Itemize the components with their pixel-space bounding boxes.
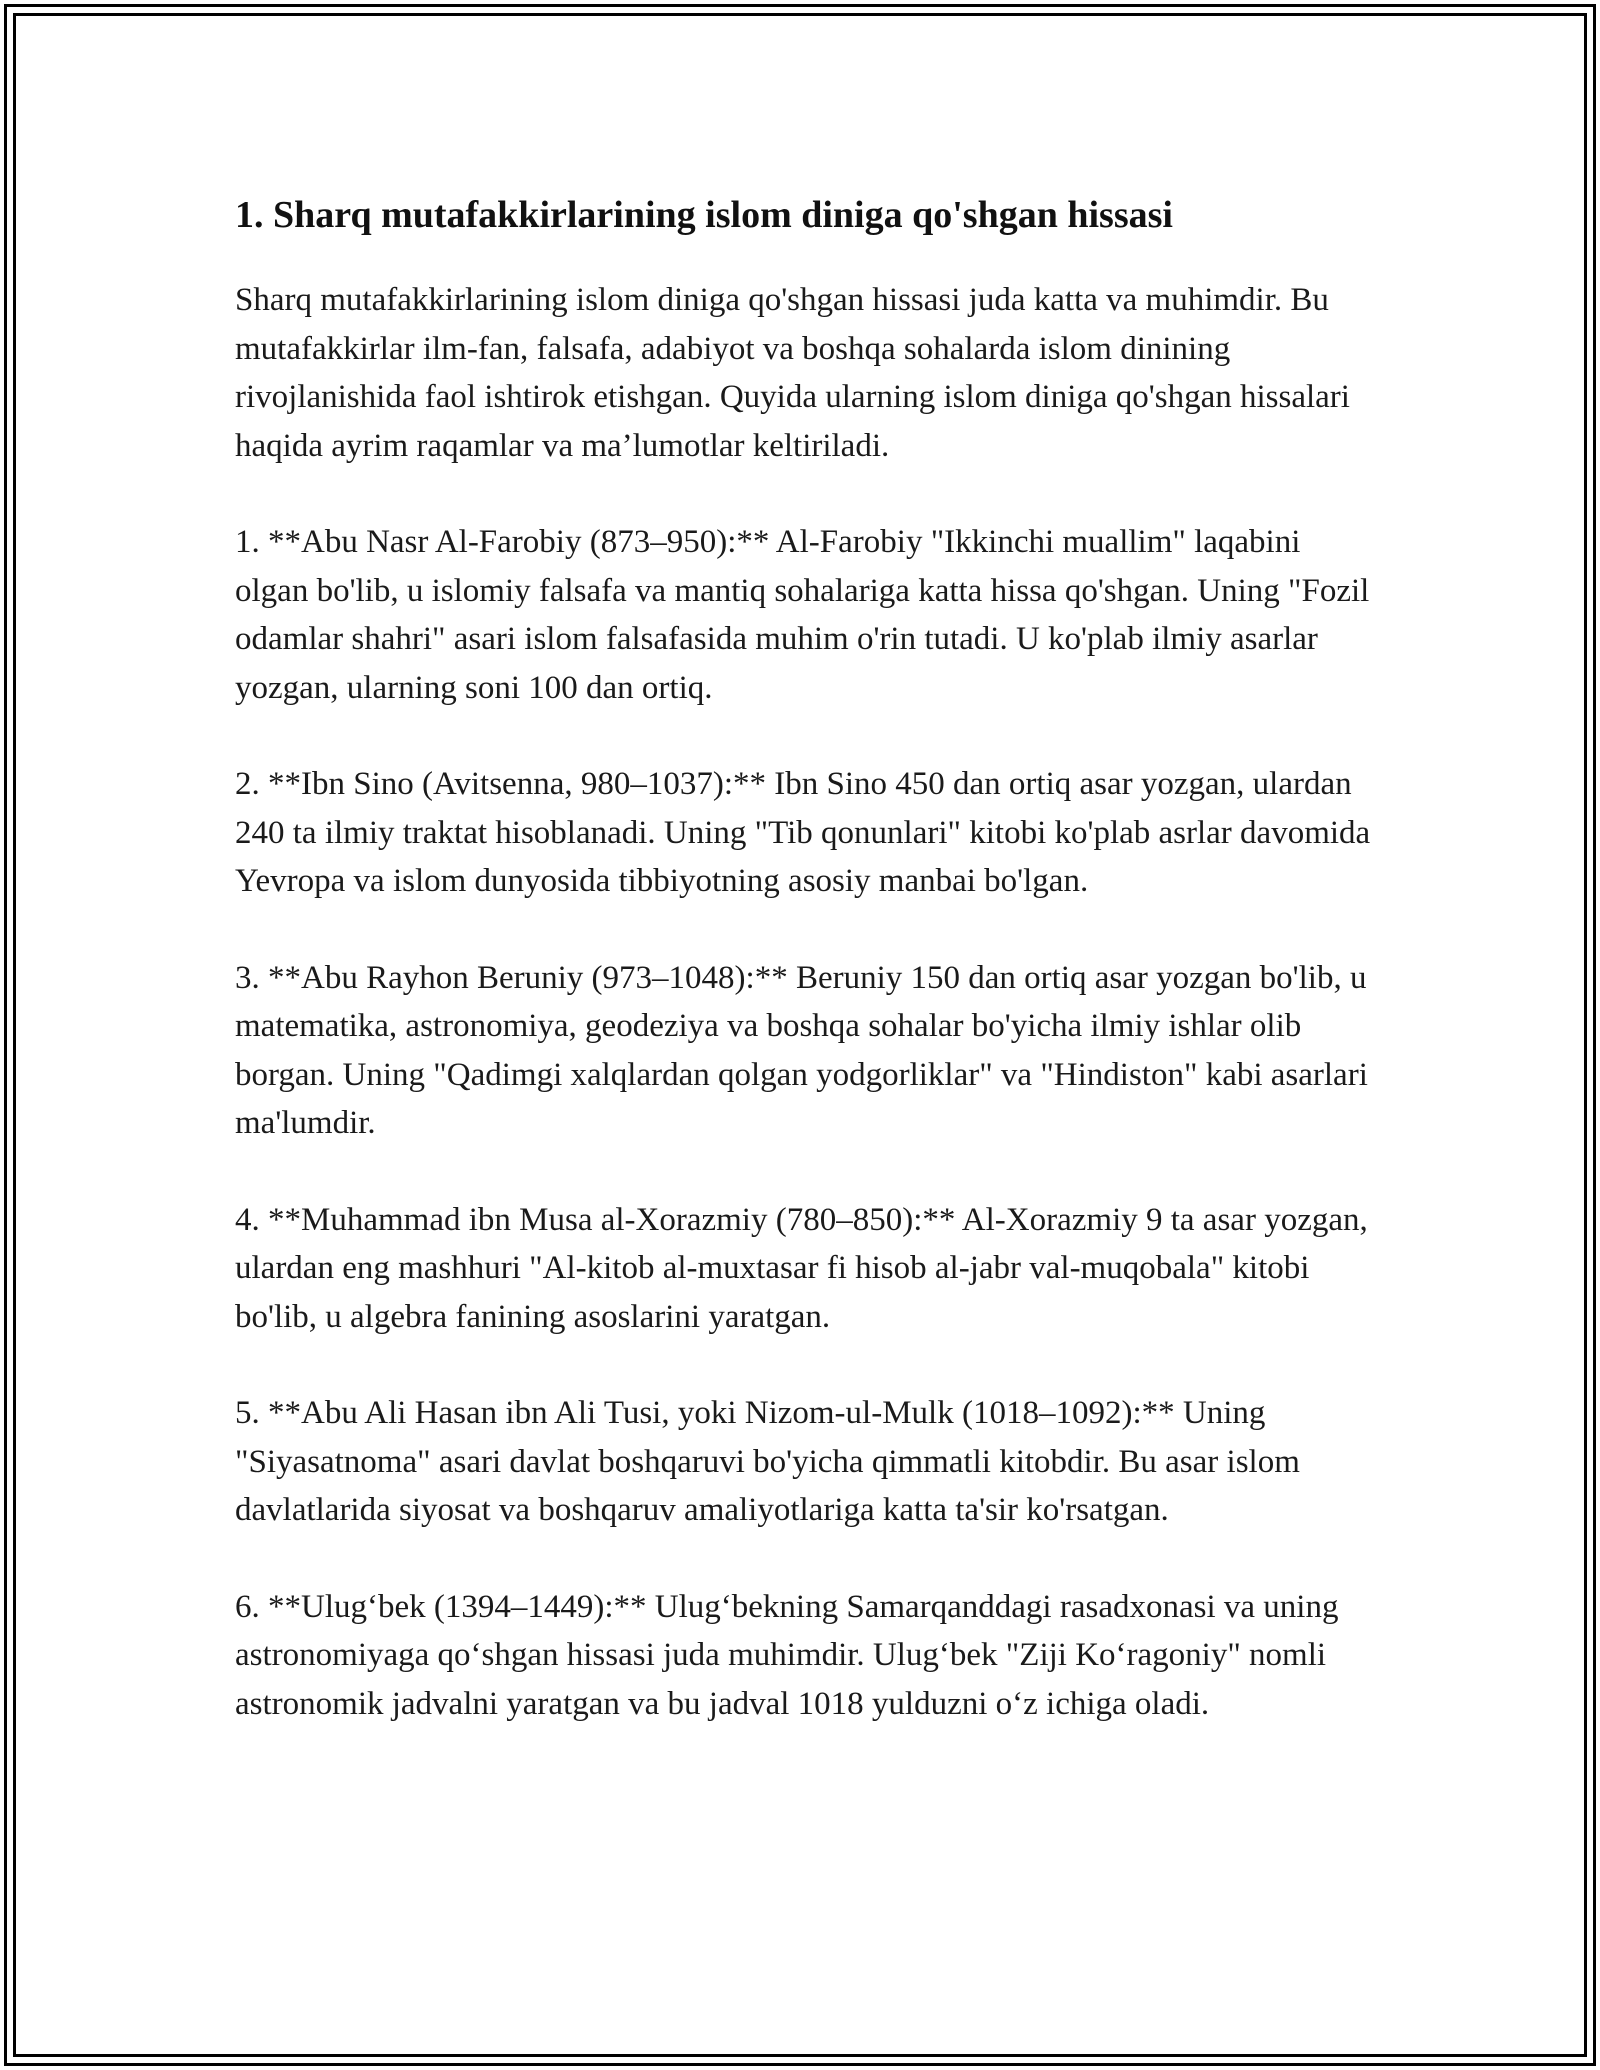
document-title: 1. Sharq mutafakkirlarining islom diniga qo'shgan hissasi [235,194,1173,236]
paragraph-nizom-ul-mulk: 5. **Abu Ali Hasan ibn Ali Tusi, yoki Nizom-ul-Mulk (1018–1092):** Uning "Siyasatnoma" asari davlat boshqaruvi bo'yicha qimmatli kitobdir. Bu asar islom davlatlarida siyosat va boshqaruv amaliyotlariga katta ta'sir ko'rsatgan. [235,1395,1300,1528]
paragraph-beruniy: 3. **Abu Rayhon Beruniy (973–1048):** Beruniy 150 dan ortiq asar yozgan bo'lib, u matematika, astronomiya, geodeziya va boshqa sohalar bo'yicha ilmiy ishlar olib borgan. Uning "Qadimgi xalqlardan qolgan yodgorliklar" va "Hindiston" kabi asarlari ma'lumdir. [235,959,1368,1141]
document-body [235,188,1375,1776]
paragraph-ulugbek: 6. **Ulug‘bek (1394–1449):** Ulug‘bekning Samarqanddagi rasadxonasi va uning astronomiyaga qo‘shgan hissasi juda muhimdir. Ulug‘bek "Ziji Ko‘ragoniy" nomli astronomik jadvalni yaratgan va bu jadval 1018 yulduzni o‘z ichiga oladi. [235,1588,1339,1722]
paragraph-farobiy: 1. **Abu Nasr Al-Farobiy (873–950):** Al-Farobiy "Ikkinchi muallim" laqabini olgan bo'lib, u islomiy falsafa va mantiq sohalariga katta hissa qo'shgan. Uning "Fozil odamlar shahri" asari islom falsafasida muhim o'rin tutadi. U ko'plab ilmiy asarlar yozgan, ularning soni 100 dan ortiq. [235,524,1370,706]
paragraph-ibn-sino: 2. **Ibn Sino (Avitsenna, 980–1037):** Ibn Sino 450 dan ortiq asar yozgan, ulardan 240 ta ilmiy traktat hisoblanadi. Uning "Tib qonunlari" kitobi ko'plab asrlar davomida Yevropa va islom dunyosida tibbiyotning asosiy manbai bo'lgan. [235,766,1371,899]
paragraph-xorazmiy: 4. **Muhammad ibn Musa al-Xorazmiy (780–850):** Al-Xorazmiy 9 ta asar yozgan, ulardan eng mashhuri "Al-kitob al-muxtasar fi hisob al-jabr val-muqobala" kitobi bo'lib, u algebra fanining asoslarini yaratgan. [235,1201,1368,1335]
intro-paragraph: Sharq mutafakkirlarining islom diniga qo'shgan hissasi juda katta va muhimdir. Bu mutafakkirlar ilm-fan, falsafa, adabiyot va boshqa sohalarda islom dinining rivojlanishida faol ishtirok etishgan. Quyida ularning islom diniga qo'shgan hissalari haqida ayrim raqamlar va ma’lumotlar keltiriladi. [235,282,1350,464]
